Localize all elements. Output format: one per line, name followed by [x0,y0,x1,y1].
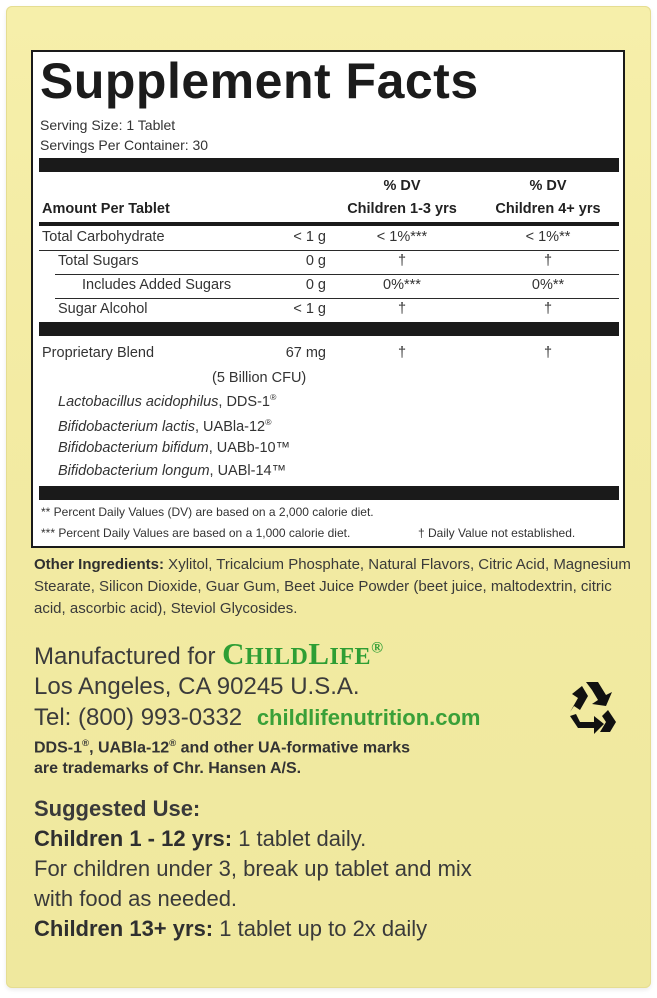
thick-divider [39,486,619,500]
other-ingredients-label: Other Ingredients: [34,556,165,573]
nutrient-dv1: † [397,301,407,317]
manufactured-for: Manufactured for CHILDLIFE® [34,636,384,671]
nutrient-dv2: † [543,253,553,269]
nutrient-dv1: < 1%*** [376,229,428,245]
footnote-1000: *** Percent Daily Values are based on a 1,000 calorie diet. [41,526,351,540]
recycle-icon [560,678,624,736]
nutrient-dv1: † [397,253,407,269]
blend-dv2: † [543,345,553,361]
footnote-2000: ** Percent Daily Values (DV) are based on a 2,000 calorie diet. [41,505,374,519]
nutrient-name: Total Carbohydrate [42,229,165,245]
thick-divider [39,158,619,172]
blend-cfu: (5 Billion CFU) [212,370,307,386]
dv1-header-line1: % DV [383,178,421,194]
blend-dv1: † [397,345,407,361]
row-divider [55,274,619,275]
nutrient-amount: < 1 g [293,301,326,317]
footnote-dagger: † Daily Value not established. [418,526,576,540]
trademark-line1: DDS-1®, UABla-12® and other UA-formative marks [34,738,411,757]
nutrient-dv2: 0%** [531,277,565,293]
header-divider [39,222,619,226]
nutrient-amount: 0 g [305,277,326,293]
nutrient-name: Sugar Alcohol [58,301,148,317]
other-ingredients-text: Xylitol, Tricalcium Phosphate, Natural Flavors, Citric Acid, Magnesium Stearate, Silicon Dioxide, Guar Gum, Beet Juice Powder (beet juice, maltodextrin, citric acid, ascorbic acid), Steviol Glycosides. [34,556,631,617]
other-ingredients [34,554,634,620]
row-divider [55,298,619,299]
dv2-header-line2: Children 4+ yrs [495,201,601,217]
row-divider [39,250,619,251]
nutrient-dv2: † [543,301,553,317]
nutrient-dv1: 0%*** [383,277,421,293]
servings-per-container: Servings Per Container: 30 [40,137,209,153]
nutrient-amount: 0 g [305,253,326,269]
nutrient-name: Includes Added Sugars [82,277,232,293]
nutrient-dv2: < 1%** [525,229,571,245]
suggested-use-line1: Children 1 - 12 yrs: 1 tablet daily. [34,826,367,851]
strain-item: Bifidobacterium bifidum, UABb-10™ [58,440,291,456]
brand-logo: CHILDLIFE® [222,636,384,671]
suggested-use-heading: Suggested Use: [34,796,201,821]
nutrient-amount: < 1 g [293,229,326,245]
strain-item: Lactobacillus acidophilus, DDS-1® [58,392,277,410]
blend-amount: 67 mg [285,345,326,361]
page-title: Supplement Facts [40,53,479,109]
blend-name: Proprietary Blend [42,345,155,361]
nutrient-name: Total Sugars [58,253,139,269]
thick-divider [39,322,619,336]
dv2-header-line1: % DV [529,178,567,194]
website: childlifenutrition.com [256,705,481,730]
contact-line [34,704,480,732]
trademark-line2: are trademarks of Chr. Hansen A/S. [34,760,302,777]
serving-size: Serving Size: 1 Tablet [40,117,176,133]
suggested-use-line4: Children 13+ yrs: 1 tablet up to 2x daily [34,916,428,941]
telephone: Tel: (800) 993-0332 [34,704,243,731]
dv1-header-line2: Children 1-3 yrs [347,201,457,217]
amount-per-header: Amount Per Tablet [42,201,170,217]
strain-item: Bifidobacterium lactis, UABla-12® [58,417,272,435]
suggested-use-line3: with food as needed. [34,886,238,911]
address: Los Angeles, CA 90245 U.S.A. [34,673,360,700]
suggested-use-line2: For children under 3, break up tablet and mix [34,856,472,881]
strain-item: Bifidobacterium longum, UABl-14™ [58,463,287,479]
